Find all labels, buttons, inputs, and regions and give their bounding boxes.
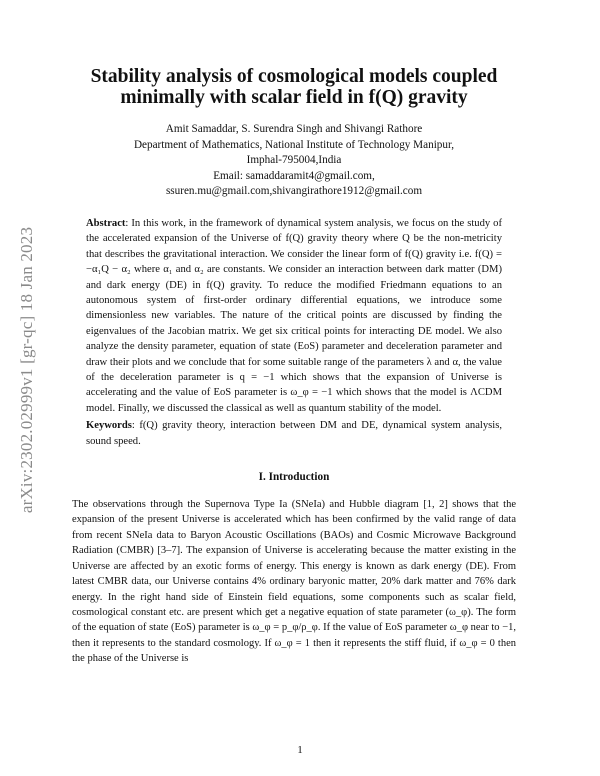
abstract: [86, 216, 502, 416]
author-block: [72, 122, 516, 200]
paper-title: Stability analysis of cosmological models coupled minimally with scalar field in f(Q) gravity: [90, 66, 498, 108]
abstract-text: : In this work, in the framework of dynamical system analysis, we focus on the study of the accelerated expansion of the Universe of f(Q) gravity theory where Q be the non-metricity that describes the gravitational interaction. We consider the linear form of f(Q) gravity i.e. f(Q) = −α₁Q − α₂ where α₁ and α₂ are constants. We consider an interaction between dark matter (DM) and dark energy (DE) in f(Q) gravity. To reduce the modified Friedmann equations to an autonomous system of first-order ordinary differential equations, we introduce some dimensionless new variables. The nature of the critical points are discussed by finding the eigenvalues of the Jacobian matrix. We get six critical points for interacting DE model. We also analyze the density parameter, equation of state (EoS) parameter and deceleration parameter and draw their plots and we conclude that for some suitable range of the parameters λ and α, the value of the deceleration parameter is q = −1 which shows that the expansion of Universe is accelerating and the value of EoS parameter is ω_φ = −1 which shows that the model is ΛCDM model. Finally, we discussed the classical as well as quantum stability of the model.: [86, 217, 502, 414]
author-names: Amit Samaddar, S. Surendra Singh and Shivangi Rathore: [165, 123, 423, 135]
arxiv-identifier: arXiv:2302.02999v1 [gr-qc] 18 Jan 2023: [17, 226, 37, 514]
author-location: Imphal-795004,India: [246, 154, 342, 167]
author-email-primary: Email: samaddaramit4@gmail.com,: [213, 169, 375, 182]
author-emails: ssuren.mu@gmail.com,shivangirathore1912@gmail.com: [165, 185, 423, 198]
keywords: [86, 418, 502, 449]
arxiv-sidebar: [12, 200, 42, 540]
keywords-label: Keywords: [86, 420, 132, 432]
author-affiliation: Department of Mathematics, National Institute of Technology Manipur,: [133, 138, 455, 151]
abstract-label: Abstract: [86, 217, 126, 229]
section-heading-introduction: I. Introduction: [258, 471, 330, 484]
introduction-paragraph: The observations through the Supernova Type Ia (SNeIa) and Hubble diagram [1, 2] shows that the expansion of the present Universe is accelerated which has been confirmed by the valid range of data from recent SNeIa data to Baryon Acoustic Oscillations (BAOs) and Cosmic Microwave Background Radiation (CMBR) [3–7]. The expansion of Universe is accelerating because the matter existing in the Universe are affected by an exotic forms of energy. This energy is known as dark energy (DE). From latest CMBR data, our Universe contains 4% ordinary baryonic matter, 20% dark matter and 76% dark energy. In the right hand side of Einstein field equations, some components such as scalar field, cosmological constant etc. are present which get a negative equation of state parameter (ω_φ). The form of the equation of state (EoS) parameter is ω_φ = p_φ/ρ_φ. If the value of EoS parameter ω_φ near to −1, then it represents to the standard cosmology. If ω_φ = 1 then it represents the stiff fluid, if ω_φ = 0 then the phase of the Universe is: [72, 499, 516, 665]
paper-page: [72, 0, 516, 667]
page-number: 1: [297, 744, 303, 756]
keywords-text: : f(Q) gravity theory, interaction between DM and DE, dynamical system analysis, sound speed.: [86, 420, 502, 447]
